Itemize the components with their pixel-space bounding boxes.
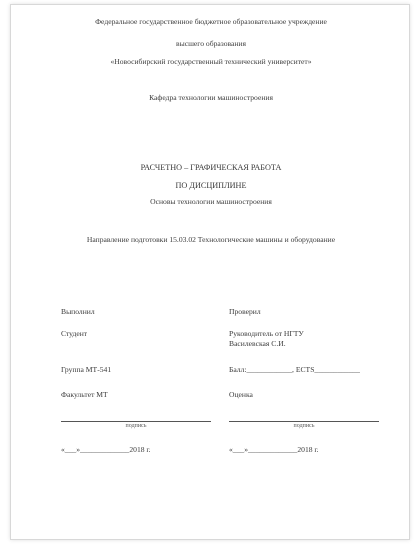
discipline-name: Основы технологии машиностроения <box>150 197 272 206</box>
direction-line: Направление подготовки 15.03.02 Технологические машины и оборудование <box>86 235 336 244</box>
supervisor-role: Руководитель от НГТУ <box>229 329 304 338</box>
right-signature-line <box>229 421 379 422</box>
done-label: Выполнил <box>61 307 95 316</box>
left-signature-line <box>61 421 211 422</box>
document-sheet <box>10 4 410 540</box>
score-line: Балл:____________, ECTS____________ <box>229 365 360 374</box>
header-line-2: высшего образования <box>176 39 246 48</box>
discipline-label: ПО ДИСЦИПЛИНЕ <box>175 181 247 190</box>
left-date: «___»_____________2018 г. <box>61 445 151 454</box>
department-name: Кафедра технологии машиностроения <box>149 93 273 102</box>
checked-label: Проверил <box>229 307 261 316</box>
left-signature-caption: подпись <box>125 423 147 429</box>
student-label: Студент <box>61 329 88 338</box>
right-date: «___»_____________2018 г. <box>229 445 319 454</box>
header-line-3: «Новосибирский государственный технический университет» <box>110 57 312 66</box>
supervisor-name: Василевская С.И. <box>229 339 286 348</box>
work-title: РАСЧЕТНО – ГРАФИЧЕСКАЯ РАБОТА <box>140 163 282 172</box>
faculty-label: Факультет МТ <box>61 390 108 399</box>
header-line-1: Федеральное государственное бюджетное образовательное учреждение <box>95 17 327 26</box>
group-label: Группа МТ-541 <box>61 365 112 374</box>
right-signature-caption: подпись <box>293 423 315 429</box>
grade-label: Оценка <box>229 390 253 399</box>
